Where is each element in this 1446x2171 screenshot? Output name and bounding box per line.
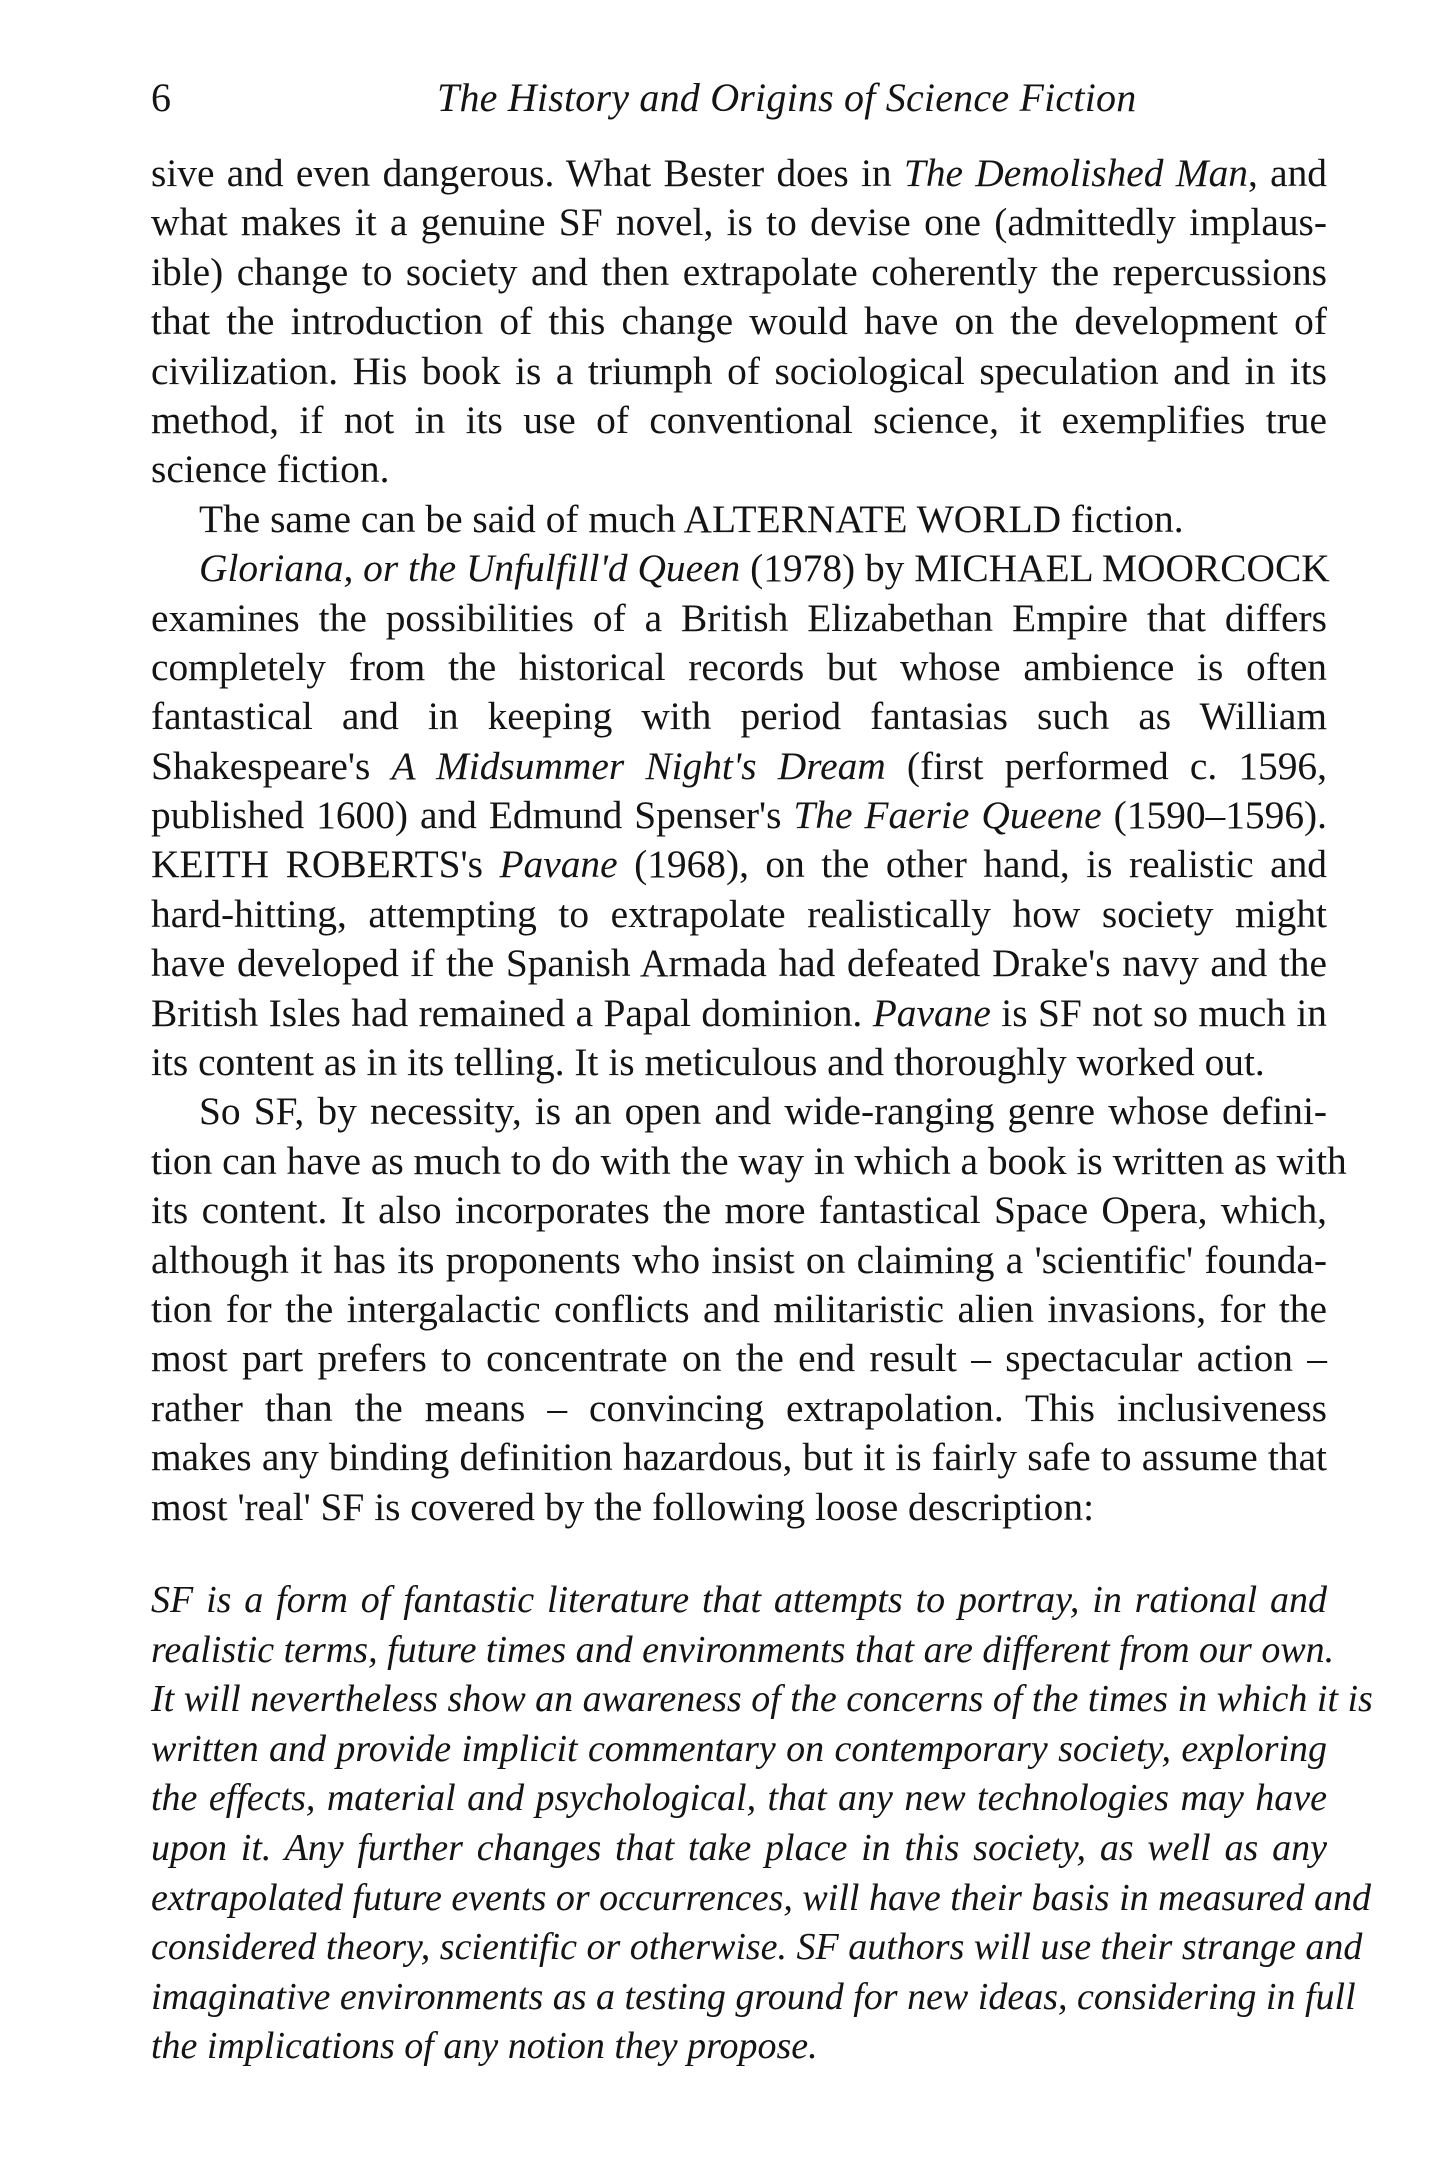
text-line: most 'real' SF is covered by the following loose description: (151, 1484, 1095, 1529)
text-line: method, if not in its use of conventional science, it exemplifies true (151, 397, 1327, 442)
book-title: A Midsummer Night's Dream (391, 743, 886, 788)
text-line: its content as in its telling. It is meticulous and thoroughly worked out. (151, 1040, 1265, 1085)
text-line: have developed if the Spanish Armada had defeated Drake's navy and the (151, 941, 1327, 986)
definition-line: considered theory, scientific or otherwise. SF authors will use their strange and (151, 1926, 1363, 1969)
definition-line: the implications of any notion they propose. (151, 2025, 818, 2068)
text-line: Gloriana, or the Unfulfill'd Queen (1978) by MICHAEL MOORCOCK (199, 546, 1330, 591)
text-line: Shakespeare's A Midsummer Night's Dream (first performed c. 1596, (151, 743, 1327, 788)
text-line: So SF, by necessity, is an open and wide-ranging genre whose defini- (199, 1089, 1327, 1134)
text-line: ible) change to society and then extrapolate coherently the repercussions (151, 249, 1327, 294)
definition-line: imaginative environments as a testing ground for new ideas, considering in full (151, 1975, 1356, 2018)
text-line: most part prefers to concentrate on the end result – spectacular action – (151, 1336, 1327, 1381)
text-line: rather than the means – convincing extrapolation. This inclusiveness (151, 1385, 1327, 1430)
definition-line: extrapolated future events or occurrences, will have their basis in measured and (151, 1876, 1371, 1919)
text-line: hard-hitting, attempting to extrapolate realistically how society might (151, 891, 1327, 936)
text-line: that the introduction of this change would have on the development of (151, 299, 1327, 344)
definition-line: written and provide implicit commentary on contemporary society, exploring (151, 1727, 1327, 1770)
book-title: The Demolished Man (903, 151, 1248, 195)
text-line: The same can be said of much ALTERNATE WORLD fiction. (199, 496, 1184, 541)
book-title: The Faerie Queene (793, 793, 1102, 838)
paragraph-1 (151, 149, 1327, 495)
book-page (151, 72, 1373, 2072)
text-line: completely from the historical records but whose ambience is often (151, 644, 1327, 689)
text-line: although it has its proponents who insist on claiming a 'scientific' founda- (151, 1237, 1327, 1282)
text-line: makes any binding definition hazardous, but it is fairly safe to assume that (151, 1435, 1327, 1480)
paragraph-3 (151, 1087, 1347, 1532)
definition-line: the effects, material and psychological, that any new technologies may have (151, 1777, 1327, 1820)
text-line: fantastical and in keeping with period fantasias such as William (151, 694, 1327, 739)
text-line: what makes it a genuine SF novel, is to devise one (admittedly implaus- (151, 200, 1327, 245)
definition-line: SF is a form of fantastic literature that attempts to portray, in rational and (151, 1578, 1327, 1621)
definition-line: upon it. Any further changes that take place in this society, as well as any (151, 1826, 1327, 1869)
book-title: Pavane (872, 990, 991, 1035)
text-line: sive and even dangerous. What Bester does in The Demolished Man, and (151, 151, 1327, 195)
running-head (151, 72, 1327, 124)
text-line: civilization. His book is a triumph of sociological speculation and in its (151, 348, 1327, 393)
paragraph-2 (151, 495, 1330, 1088)
text-line: KEITH ROBERTS's Pavane (1968), on the other hand, is realistic and (151, 842, 1327, 887)
text-line: tion for the intergalactic conflicts and militaristic alien invasions, for the (151, 1286, 1327, 1331)
text-line: science fiction. (151, 447, 390, 492)
book-title: Pavane (499, 842, 618, 887)
running-title: The History and Origins of Science Fiction (437, 75, 1137, 120)
text-line: tion can have as much to do with the way in which a book is written as with (151, 1138, 1347, 1183)
body-text (151, 149, 1373, 2072)
section-gap (151, 1532, 1327, 1576)
definition-line: realistic terms, future times and environments that are different from our own. (151, 1628, 1335, 1671)
text-line: published 1600) and Edmund Spenser's The Faerie Queene (1590–1596). (151, 793, 1327, 838)
text-line: British Isles had remained a Papal dominion. Pavane is SF not so much in (151, 990, 1328, 1035)
text-line: examines the possibilities of a British Elizabethan Empire that differs (151, 595, 1327, 640)
page-number: 6 (151, 75, 171, 120)
text-line: its content. It also incorporates the more fantastical Space Opera, which, (151, 1188, 1327, 1233)
sf-definition (151, 1576, 1373, 2072)
book-title: Gloriana, or the Unfulfill'd Queen (199, 546, 741, 591)
definition-line: It will nevertheless show an awareness of the concerns of the times in which it is (151, 1678, 1373, 1721)
